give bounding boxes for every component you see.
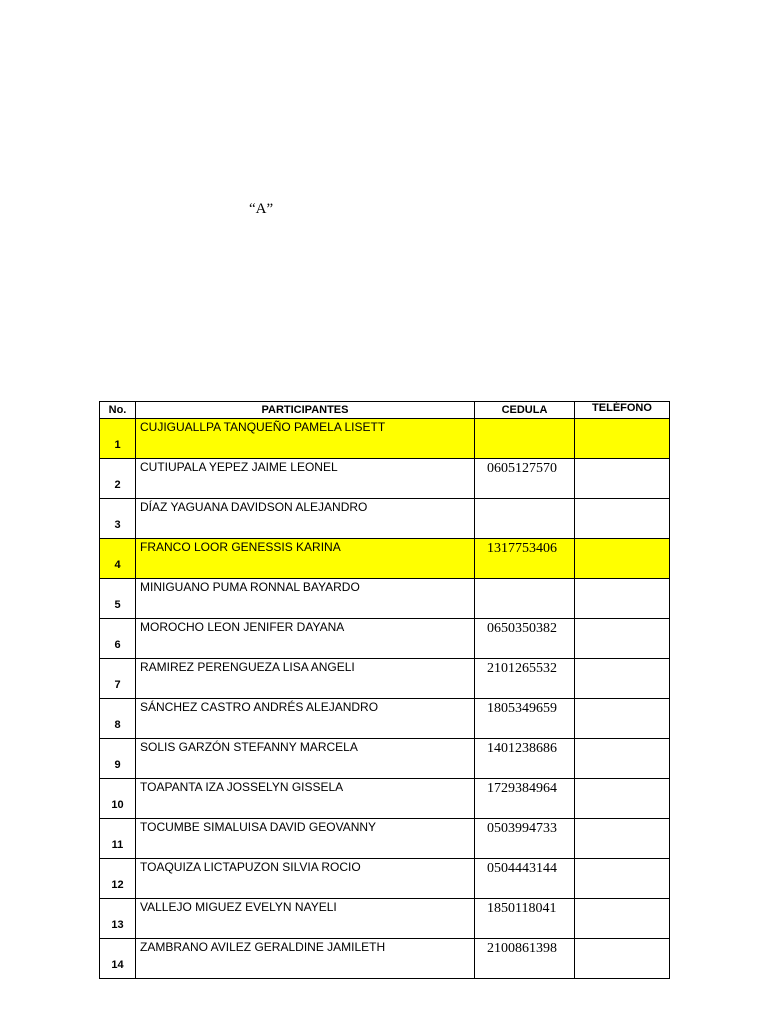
phone-value bbox=[575, 459, 670, 499]
phone-value bbox=[575, 939, 670, 979]
phone-value bbox=[575, 699, 670, 739]
cedula-value bbox=[475, 499, 575, 539]
participant-name: SOLIS GARZÓN STEFANNY MARCELA bbox=[136, 739, 475, 779]
cedula-value: 0503994733 bbox=[475, 819, 575, 859]
row-number: 13 bbox=[100, 899, 136, 939]
participant-name: DÍAZ YAGUANA DAVIDSON ALEJANDRO bbox=[136, 499, 475, 539]
participants-table bbox=[99, 401, 670, 979]
group-heading: “A” bbox=[249, 201, 274, 217]
phone-value bbox=[575, 859, 670, 899]
phone-value bbox=[575, 619, 670, 659]
table-header-row bbox=[100, 402, 670, 419]
cedula-value: 1850118041 bbox=[475, 899, 575, 939]
table-row bbox=[100, 659, 670, 699]
row-number: 14 bbox=[100, 939, 136, 979]
table-row bbox=[100, 419, 670, 459]
row-number: 1 bbox=[100, 419, 136, 459]
participant-name: TOCUMBE SIMALUISA DAVID GEOVANNY bbox=[136, 819, 475, 859]
cedula-value: 2100861398 bbox=[475, 939, 575, 979]
row-number: 2 bbox=[100, 459, 136, 499]
table-row bbox=[100, 579, 670, 619]
cedula-value: 0504443144 bbox=[475, 859, 575, 899]
participant-name: FRANCO LOOR GENESSIS KARINA bbox=[136, 539, 475, 579]
phone-value bbox=[575, 739, 670, 779]
participant-name: TOAPANTA IZA JOSSELYN GISSELA bbox=[136, 779, 475, 819]
row-number: 12 bbox=[100, 859, 136, 899]
table-row bbox=[100, 779, 670, 819]
table-row bbox=[100, 619, 670, 659]
table-row bbox=[100, 859, 670, 899]
table-row bbox=[100, 539, 670, 579]
row-number: 10 bbox=[100, 779, 136, 819]
participant-name: ZAMBRANO AVILEZ GERALDINE JAMILETH bbox=[136, 939, 475, 979]
cedula-value: 1317753406 bbox=[475, 539, 575, 579]
cedula-value: 2101265532 bbox=[475, 659, 575, 699]
table-row bbox=[100, 499, 670, 539]
header-no: No. bbox=[100, 402, 136, 419]
header-phone: TELÉFONO bbox=[575, 402, 670, 419]
participant-name: SÁNCHEZ CASTRO ANDRÉS ALEJANDRO bbox=[136, 699, 475, 739]
row-number: 9 bbox=[100, 739, 136, 779]
table-row bbox=[100, 939, 670, 979]
row-number: 7 bbox=[100, 659, 136, 699]
header-cedula: CEDULA bbox=[475, 402, 575, 419]
cedula-value bbox=[475, 579, 575, 619]
participant-name: VALLEJO MIGUEZ EVELYN NAYELI bbox=[136, 899, 475, 939]
row-number: 3 bbox=[100, 499, 136, 539]
header-participants: PARTICIPANTES bbox=[136, 402, 475, 419]
phone-value bbox=[575, 539, 670, 579]
row-number: 4 bbox=[100, 539, 136, 579]
phone-value bbox=[575, 899, 670, 939]
table-body bbox=[100, 419, 670, 979]
table-row bbox=[100, 459, 670, 499]
cedula-value: 0605127570 bbox=[475, 459, 575, 499]
phone-value bbox=[575, 659, 670, 699]
row-number: 8 bbox=[100, 699, 136, 739]
table-row bbox=[100, 739, 670, 779]
table-row bbox=[100, 899, 670, 939]
cedula-value: 1401238686 bbox=[475, 739, 575, 779]
participant-name: TOAQUIZA LICTAPUZON SILVIA ROCIO bbox=[136, 859, 475, 899]
participant-name: RAMIREZ PERENGUEZA LISA ANGELI bbox=[136, 659, 475, 699]
participant-name: CUJIGUALLPA TANQUEÑO PAMELA LISETT bbox=[136, 419, 475, 459]
phone-value bbox=[575, 819, 670, 859]
phone-value bbox=[575, 779, 670, 819]
cedula-value: 1729384964 bbox=[475, 779, 575, 819]
row-number: 5 bbox=[100, 579, 136, 619]
phone-value bbox=[575, 579, 670, 619]
row-number: 11 bbox=[100, 819, 136, 859]
participant-name: MINIGUANO PUMA RONNAL BAYARDO bbox=[136, 579, 475, 619]
participant-name: MOROCHO LEON JENIFER DAYANA bbox=[136, 619, 475, 659]
table-row bbox=[100, 699, 670, 739]
participant-name: CUTIUPALA YEPEZ JAIME LEONEL bbox=[136, 459, 475, 499]
cedula-value bbox=[475, 419, 575, 459]
table-row bbox=[100, 819, 670, 859]
cedula-value: 0650350382 bbox=[475, 619, 575, 659]
phone-value bbox=[575, 419, 670, 459]
cedula-value: 1805349659 bbox=[475, 699, 575, 739]
phone-value bbox=[575, 499, 670, 539]
row-number: 6 bbox=[100, 619, 136, 659]
